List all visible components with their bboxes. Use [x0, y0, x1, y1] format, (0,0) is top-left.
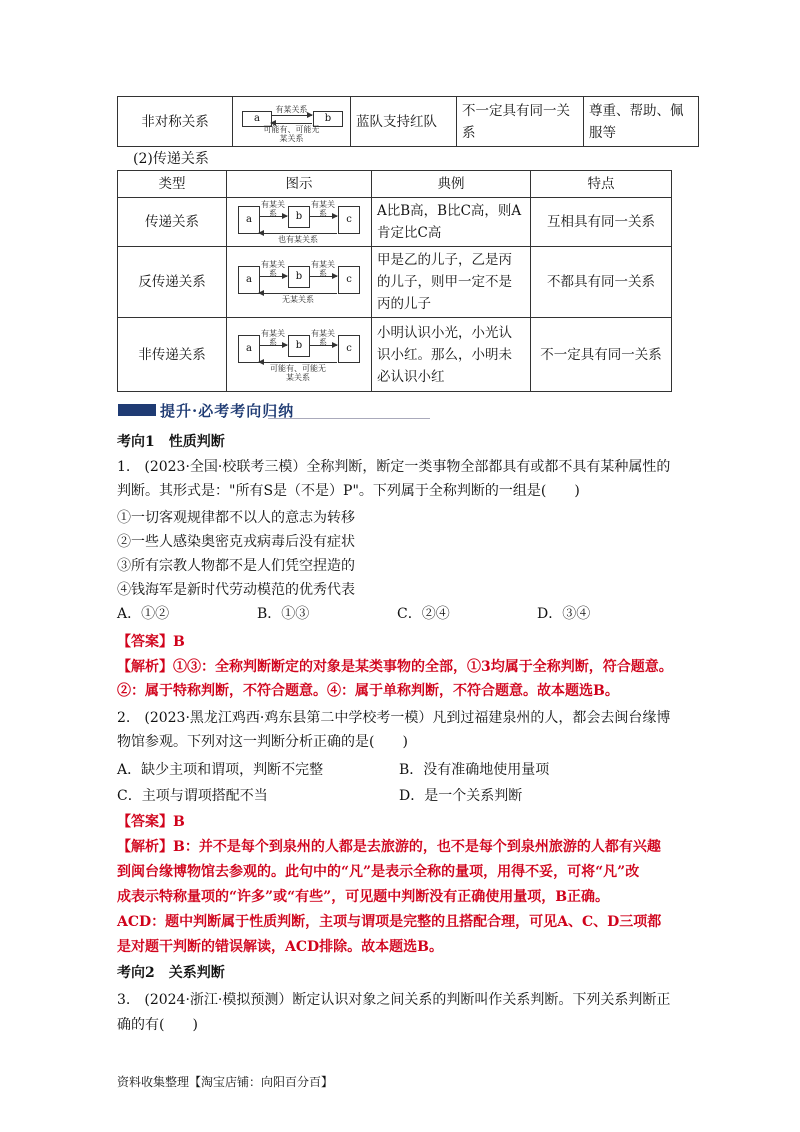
- topic-heading-1: 考向1 性质判断: [117, 434, 225, 450]
- arrow-back: [259, 362, 337, 363]
- type-cell: 反传递关系: [118, 247, 227, 318]
- arrow-left: [271, 123, 312, 124]
- relation-table-1: [117, 96, 699, 147]
- q2-analysis-line: 【解析】B：并不是每个到泉州的人都是去旅游的，也不是每个到泉州旅游的人都有兴趣: [117, 839, 661, 855]
- feature-cell: 互相具有同一关系: [531, 198, 672, 247]
- q2-options-row1: [117, 759, 689, 782]
- q2-options-row2: [117, 785, 689, 808]
- feature-cell: 不一定具有同一关系: [531, 318, 672, 392]
- box-a: a: [238, 266, 260, 294]
- banner-bar: [118, 404, 156, 416]
- box-b: b: [313, 111, 343, 127]
- arrow-top-label: 有某关系: [275, 104, 308, 114]
- box-b: b: [288, 335, 310, 357]
- label-ab: 有某关系: [261, 328, 285, 347]
- topic-heading-2: 考向2 关系判断: [117, 965, 225, 981]
- arrow-bottom-label: 可能有、可能无某关系: [263, 124, 320, 143]
- box-a: a: [238, 335, 260, 363]
- table-row: [118, 247, 672, 318]
- option-d: D．③④: [537, 606, 591, 622]
- box-c: c: [338, 266, 360, 294]
- example-cell: 甲是乙的儿子，乙是丙的儿子，则甲一定不是丙的儿子: [372, 247, 531, 318]
- box-a: a: [238, 206, 260, 234]
- q2-analysis-line: 成表示特称量项的“许多”或“有些”，可见题中判断没有正确使用量项，B正确。: [117, 889, 610, 905]
- example-cell: 蓝队支持红队: [351, 97, 457, 147]
- q1-item: ④钱海军是新时代劳动模范的优秀代表: [117, 582, 355, 598]
- q2-stem-line2: 物馆参观。下列对这一判断分析正确的是( ): [117, 734, 408, 750]
- diagram-cell: [227, 198, 372, 247]
- diagram-cell: [227, 247, 372, 318]
- option-c: C．主项与谓项搭配不当: [117, 788, 268, 804]
- footer-note: 资料收集整理【淘宝店铺：向阳百分百】: [117, 1075, 334, 1089]
- q3-stem-line2: 确的有( ): [117, 1017, 198, 1033]
- q1-stem-line2: 判断。其形式是："所有S是（不是）P"。下列属于全称判断的一组是( ): [117, 483, 580, 499]
- q2-answer: 【答案】B: [117, 814, 185, 830]
- q1-analysis-line1: 【解析】①③：全称判断断定的对象是某类事物的全部，①3均属于全称判断，符合题意。: [117, 659, 673, 675]
- q1-options: [117, 603, 689, 626]
- label-ab: 有某关系: [261, 200, 285, 218]
- q2-analysis-line: 是对题干判断的错误解读，ACD排除。故本题选B。: [117, 939, 443, 955]
- option-d: D．是一个关系判断: [399, 788, 523, 804]
- arrow-right: [271, 115, 312, 116]
- box-a: a: [242, 111, 272, 127]
- feature-cell: 不都具有同一关系: [531, 247, 672, 318]
- example-cell: A比B高，B比C高，则A肯定比C高: [372, 198, 531, 247]
- banner-rule: [268, 418, 430, 419]
- transitive-diagram: [232, 200, 366, 244]
- q2-stem-line1: 2. (2023·黑龙江鸡西·鸡东县第二中学校考一模）凡到过福建泉州的人，都会去闽台缘博: [117, 710, 671, 726]
- option-a: A．缺少主项和谓项，判断不完整: [117, 762, 324, 778]
- table-row: [118, 198, 672, 247]
- option-b: B．①③: [257, 606, 310, 622]
- type-cell: 传递关系: [118, 198, 227, 247]
- q2-analysis-line: ACD：题中判断属于性质判断，主项与谓项是完整的且搭配合理，可见A、C、D三项都: [117, 914, 662, 930]
- q1-item: ③所有宗教人物都不是人们凭空捏造的: [117, 558, 355, 574]
- option-b: B．没有准确地使用量项: [399, 762, 550, 778]
- example-cell: 小明认识小光，小光认识小红。那么，小明未必认识小红: [372, 318, 531, 392]
- arrow-back: [259, 233, 337, 234]
- diagram-cell: [233, 97, 351, 147]
- q3-stem-line1: 3. (2024·浙江·模拟预测）断定认识对象之间关系的判断叫作关系判断。下列关系判断正: [117, 992, 671, 1008]
- feature-cell: 不一定具有同一关系: [457, 97, 584, 147]
- q1-item: ①一切客观规律都不以人的意志为转移: [117, 510, 355, 526]
- q1-answer: 【答案】B: [117, 634, 185, 650]
- label-bc: 有某关系: [311, 200, 335, 218]
- relation-table-2: [117, 170, 672, 392]
- option-a: A．①②: [117, 606, 170, 622]
- q1-stem-line1: 1. (2023·全国·校联考三模）全称判断，断定一类事物全部都具有或都不具有某种属性的: [117, 459, 671, 475]
- box-c: c: [338, 206, 360, 234]
- label-bc: 有某关系: [311, 260, 335, 278]
- label-back: 无某关系: [282, 295, 314, 304]
- label-ab: 有某关系: [261, 260, 285, 278]
- q1-analysis-line2: ②：属于特称判断，不符合题意。④：属于单称判断，不符合题意。故本题选B。: [117, 683, 619, 699]
- non-transitive-diagram: [232, 329, 366, 381]
- box-b: b: [288, 266, 310, 288]
- label-bc: 有某关系: [311, 328, 335, 347]
- label-back: 可能有、可能无某关系: [270, 363, 326, 382]
- diagram-cell: [227, 318, 372, 392]
- header-diagram: 图示: [227, 171, 372, 198]
- box-c: c: [338, 335, 360, 363]
- section-banner: [118, 400, 430, 422]
- banner-title: 提升·必考考向归纳: [160, 402, 295, 420]
- type-cell: 非传递关系: [118, 318, 227, 392]
- q2-analysis-line: 到闽台缘博物馆去参观的。此句中的“凡”是表示全称的量项，用得不妥，可将“凡”改: [117, 864, 640, 880]
- option-c: C．②④: [397, 606, 450, 622]
- q1-item: ②一些人感染奥密克戎病毒后没有症状: [117, 534, 355, 550]
- arrow-back: [259, 293, 337, 294]
- table-row: [118, 318, 672, 392]
- box-b: b: [288, 206, 310, 228]
- anti-transitive-diagram: [232, 260, 366, 304]
- asymmetric-diagram: [239, 104, 344, 143]
- header-feature: 特点: [531, 171, 672, 198]
- header-example: 典例: [372, 171, 531, 198]
- header-type: 类型: [118, 171, 227, 198]
- type-cell: 非对称关系: [118, 97, 233, 147]
- feature2-cell: 尊重、帮助、佩服等: [584, 97, 699, 147]
- label-back: 也有某关系: [278, 235, 318, 244]
- section-title: (2)传递关系: [133, 151, 209, 167]
